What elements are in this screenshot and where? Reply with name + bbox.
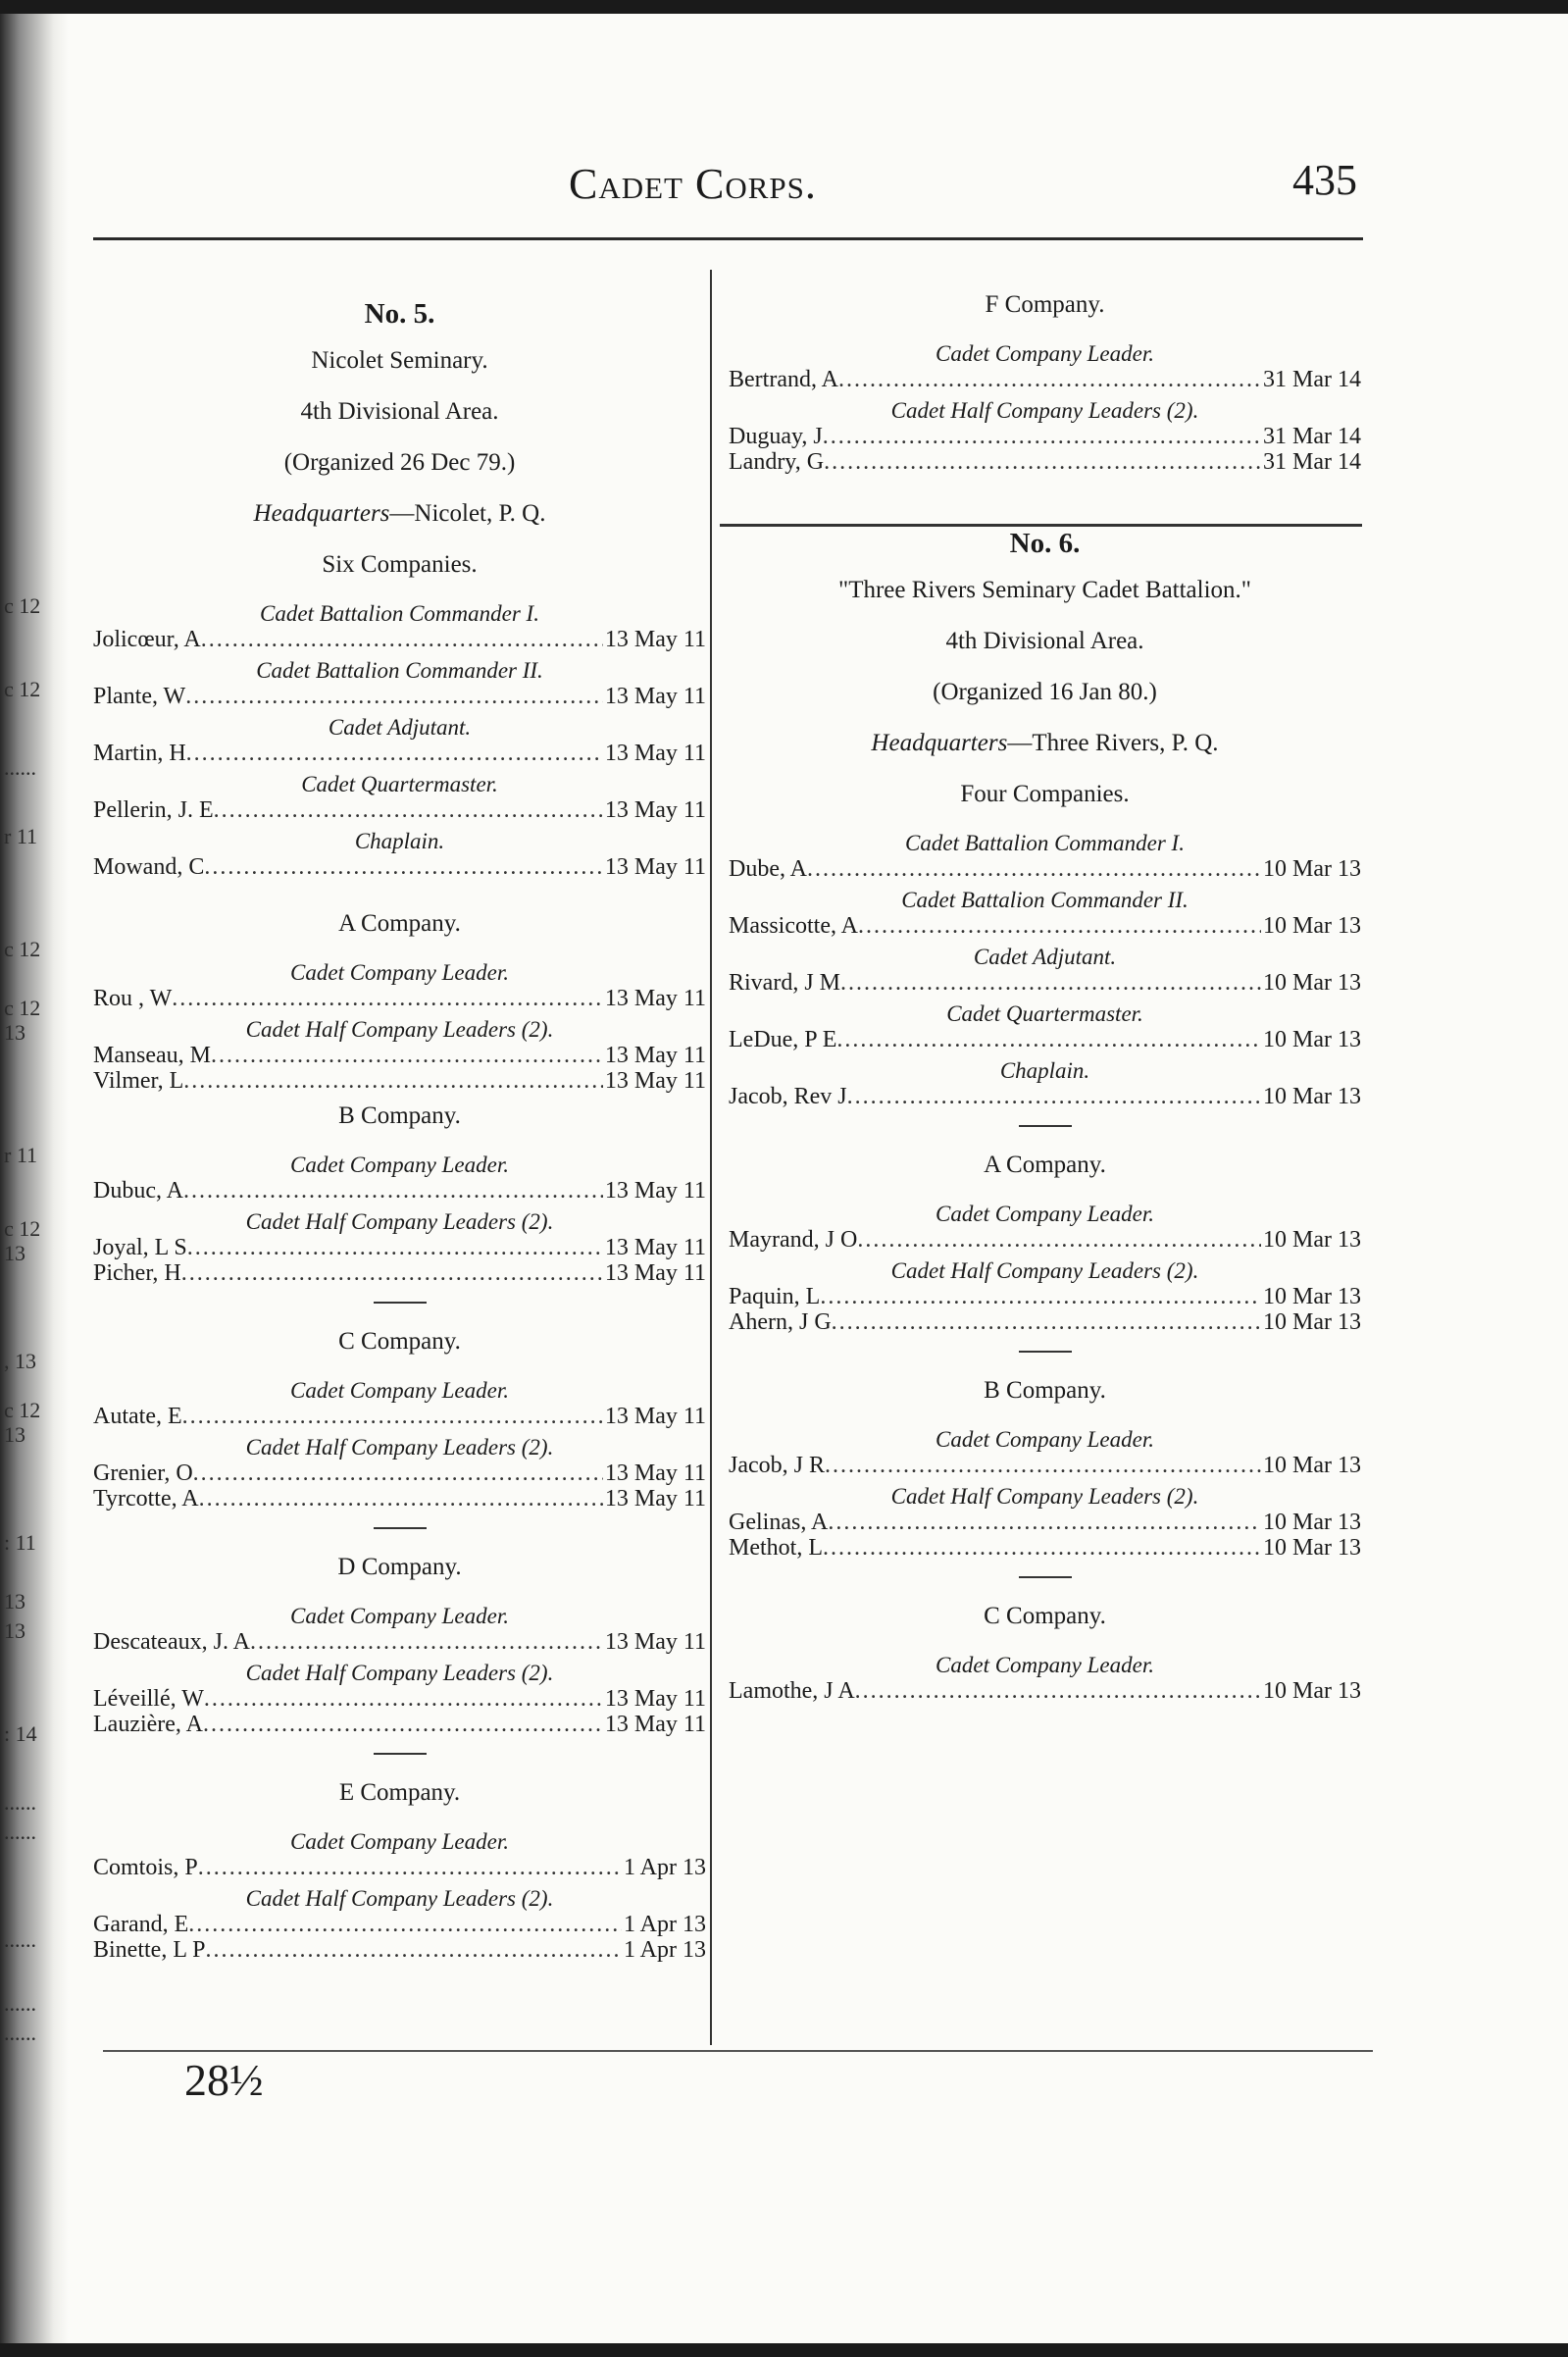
entry-date: 10 Mar 13 (1263, 1510, 1361, 1535)
entry-date: 13 May 11 (604, 1460, 706, 1486)
margin-fragment: ...... (4, 755, 36, 780)
entry-date: 13 May 11 (604, 1260, 706, 1286)
role-label: Cadet Half Company Leaders (2). (890, 1258, 1199, 1283)
margin-fragment: 13 (4, 1618, 25, 1643)
entry-name: Methot, L (729, 1535, 823, 1561)
margin-fragment: ...... (4, 1927, 36, 1952)
entry-date: 10 Mar 13 (1263, 1227, 1361, 1253)
footer-rule (103, 2050, 1373, 2052)
leader-dots (205, 1937, 622, 1963)
entry-name: Descateaux, J. A (93, 1629, 250, 1655)
company-list (729, 1151, 1361, 1578)
leader-dots (823, 1535, 1261, 1561)
company-title: F Company. (985, 291, 1105, 318)
entry-date: 13 May 11 (604, 1629, 706, 1655)
entry-date: 10 Mar 13 (1263, 1284, 1361, 1309)
leader-dots (250, 1629, 603, 1655)
roster-entry (93, 1235, 706, 1260)
role-label: Cadet Battalion Commander II. (256, 658, 543, 683)
entry-date: 13 May 11 (604, 741, 706, 766)
entry-date: 31 Mar 14 (1263, 367, 1361, 392)
entry-name: Ahern, J G (729, 1309, 832, 1335)
entry-date: 13 May 11 (604, 1404, 706, 1429)
roster-entry (93, 684, 706, 709)
margin-fragment: c 12 (4, 593, 41, 618)
leader-dots (857, 1227, 1261, 1253)
running-head: Cadet Corps. (569, 160, 817, 208)
roster-entry (93, 1043, 706, 1068)
entry-name: Mowand, C (93, 854, 205, 880)
short-rule (1019, 1351, 1072, 1353)
entry-date: 13 May 11 (604, 627, 706, 652)
roster-entry (93, 797, 706, 823)
unit-organized: (Organized 26 Dec 79.) (283, 449, 516, 476)
unit-area: 4th Divisional Area. (945, 628, 1144, 654)
column-divider (710, 270, 712, 2045)
margin-fragment: 13 (4, 1589, 25, 1614)
entry-name: Comtois, P (93, 1855, 198, 1880)
company-title: B Company. (338, 1102, 461, 1129)
signature-mark: 28½ (184, 2055, 264, 2105)
entry-name: Manseau, M (93, 1043, 211, 1068)
company-title: E Company. (338, 1779, 461, 1806)
roster-entry (729, 856, 1361, 882)
company-title: A Company. (338, 910, 461, 937)
leader-dots (181, 1260, 603, 1286)
short-rule (1019, 1125, 1072, 1127)
role-label: Cadet Battalion Commander I. (260, 601, 539, 626)
short-rule (1019, 1576, 1072, 1578)
margin-fragment: ...... (4, 2021, 36, 2045)
entry-name: Léveillé, W (93, 1686, 204, 1712)
role-label: Cadet Adjutant. (973, 945, 1117, 969)
company-title: B Company. (984, 1377, 1106, 1404)
f-company-block (729, 290, 1361, 475)
entry-name: Pellerin, J. E (93, 797, 214, 823)
entry-date: 13 May 11 (604, 1486, 706, 1512)
leader-dots (193, 1460, 603, 1486)
margin-fragment: r 11 (4, 1143, 38, 1167)
roster-entry (729, 367, 1361, 392)
entry-date: 13 May 11 (604, 854, 706, 880)
role-label: Cadet Company Leader. (936, 1653, 1154, 1677)
leader-dots (832, 1309, 1261, 1335)
leader-dots (840, 970, 1261, 996)
leader-dots (187, 1235, 603, 1260)
margin-fragment: c 12 (4, 996, 41, 1020)
short-rule (374, 1527, 427, 1529)
leader-dots (858, 913, 1261, 939)
role-label: Cadet Company Leader. (936, 1202, 1154, 1226)
leader-dots (183, 1068, 603, 1094)
margin-fragment: 13 (4, 1422, 25, 1447)
company-list (93, 880, 706, 1963)
c-company-block (729, 1602, 1361, 1704)
roster-entry (729, 1510, 1361, 1535)
leader-dots (824, 449, 1261, 475)
roster-entry (729, 1678, 1361, 1704)
leader-dots (199, 1486, 603, 1512)
roster-entry (729, 970, 1361, 996)
unit-area: 4th Divisional Area. (300, 398, 499, 425)
role-label: Cadet Quartermaster. (946, 1001, 1143, 1026)
role-label: Cadet Company Leader. (290, 1378, 509, 1403)
roster-entry (93, 627, 706, 652)
margin-fragment: 13 (4, 1020, 25, 1045)
entry-name: Rivard, J M (729, 970, 840, 996)
entry-name: Plante, W (93, 684, 186, 709)
roster-entry (93, 741, 706, 766)
entry-name: Duguay, J (729, 424, 823, 449)
entry-name: LeDue, P E (729, 1027, 837, 1052)
leader-dots (211, 1043, 603, 1068)
leader-dots (201, 627, 603, 652)
leader-dots (828, 1510, 1261, 1535)
entry-date: 13 May 11 (604, 986, 706, 1011)
entry-date: 10 Mar 13 (1263, 913, 1361, 939)
entry-name: Dubuc, A (93, 1178, 183, 1204)
entry-name: Gelinas, A (729, 1510, 829, 1535)
entry-name: Binette, L P (93, 1937, 206, 1963)
entry-date: 13 May 11 (604, 1235, 706, 1260)
entry-date: 10 Mar 13 (1263, 1027, 1361, 1052)
leader-dots (825, 1453, 1261, 1478)
roster-entry (729, 1284, 1361, 1309)
leader-dots (183, 1178, 603, 1204)
margin-fragment: ...... (4, 1790, 36, 1815)
entry-name: Paquin, L (729, 1284, 821, 1309)
entry-name: Landry, G (729, 449, 825, 475)
entry-name: Lauzière, A (93, 1712, 203, 1737)
entry-date: 13 May 11 (604, 1178, 706, 1204)
entry-name: Massicotte, A (729, 913, 858, 939)
short-rule (374, 1753, 427, 1755)
entry-name: Jolicœur, A (93, 627, 201, 652)
company-title: C Company. (338, 1328, 461, 1355)
role-label: Chaplain. (354, 829, 445, 853)
hq-value: —Nicolet, P. Q. (389, 500, 546, 527)
role-label: Cadet Company Leader. (936, 1427, 1154, 1452)
leader-dots (172, 986, 603, 1011)
roster-entry (93, 854, 706, 880)
entry-date: 10 Mar 13 (1263, 970, 1361, 996)
roster-entry (93, 1068, 706, 1094)
leader-dots (188, 1912, 622, 1937)
entry-name: Garand, E (93, 1912, 189, 1937)
right-column (729, 282, 1361, 1704)
roster-entry (729, 1084, 1361, 1109)
roster-entry (729, 913, 1361, 939)
leader-dots (847, 1084, 1261, 1109)
role-label: Cadet Half Company Leaders (2). (245, 1886, 554, 1911)
hq-label: Headquarters (253, 500, 390, 527)
entry-date: 10 Mar 13 (1263, 1535, 1361, 1561)
leader-dots (182, 1404, 603, 1429)
roster-entry (729, 424, 1361, 449)
roster-entry (729, 1535, 1361, 1561)
leader-dots (807, 856, 1261, 882)
leader-dots (185, 684, 603, 709)
leader-dots (823, 424, 1261, 449)
roster-entry (93, 1855, 706, 1880)
unit-number: No. 6. (1009, 528, 1081, 559)
entry-date: 1 Apr 13 (624, 1937, 706, 1963)
role-label: Cadet Half Company Leaders (2). (245, 1435, 554, 1460)
entry-date: 13 May 11 (604, 1068, 706, 1094)
entry-name: Dube, A (729, 856, 807, 882)
page-number: 435 (1292, 156, 1357, 204)
entry-name: Mayrand, J O (729, 1227, 858, 1253)
margin-fragment: c 12 (4, 937, 41, 961)
leader-dots (838, 367, 1261, 392)
entry-date: 31 Mar 14 (1263, 449, 1361, 475)
spacer (93, 880, 706, 901)
role-label: Cadet Adjutant. (328, 715, 472, 740)
leader-dots (203, 1712, 603, 1737)
roster-entry (729, 1227, 1361, 1253)
entry-name: Rou , W (93, 986, 173, 1011)
margin-fragment: ...... (4, 1991, 36, 2016)
roster-entry (93, 1629, 706, 1655)
roster-entry (729, 449, 1361, 475)
unit-organized: (Organized 16 Jan 80.) (933, 679, 1157, 705)
role-label: Cadet Half Company Leaders (2). (890, 1484, 1199, 1509)
entry-date: 10 Mar 13 (1263, 856, 1361, 882)
margin-fragment: 13 (4, 1241, 25, 1265)
header-rule (93, 237, 1363, 240)
entry-name: Picher, H (93, 1260, 181, 1286)
margin-fragment: c 12 (4, 1398, 41, 1422)
margin-fragment: , 13 (4, 1349, 36, 1373)
entry-name: Bertrand, A (729, 367, 838, 392)
leader-dots (204, 854, 603, 880)
leader-dots (204, 1686, 603, 1712)
unit-name: "Three Rivers Seminary Cadet Battalion." (838, 577, 1251, 603)
roster-entry (93, 1460, 706, 1486)
role-label: Cadet Half Company Leaders (2). (245, 1017, 554, 1042)
role-label: Cadet Battalion Commander II. (901, 888, 1189, 912)
roster-entry (93, 1178, 706, 1204)
entry-date: 13 May 11 (604, 1043, 706, 1068)
entry-date: 13 May 11 (604, 1712, 706, 1737)
role-label: Cadet Company Leader. (290, 960, 509, 985)
top-edge (0, 0, 1568, 14)
role-label: Cadet Half Company Leaders (2). (890, 398, 1199, 423)
role-label: Chaplain. (999, 1058, 1090, 1083)
margin-fragment: : 11 (4, 1530, 36, 1555)
unit-number: No. 5. (364, 298, 435, 330)
staff-list (93, 601, 706, 880)
entry-date: 10 Mar 13 (1263, 1678, 1361, 1704)
unit-companies: Six Companies. (322, 551, 478, 578)
role-label: Cadet Company Leader. (290, 1153, 509, 1177)
entry-date: 31 Mar 14 (1263, 424, 1361, 449)
entry-name: Martin, H (93, 741, 186, 766)
leader-dots (214, 797, 603, 823)
company-title: C Company. (984, 1603, 1106, 1629)
entry-date: 1 Apr 13 (624, 1855, 706, 1880)
entry-name: Vilmer, L (93, 1068, 184, 1094)
roster-entry (93, 1404, 706, 1429)
bottom-edge (0, 2343, 1568, 2357)
entry-date: 1 Apr 13 (624, 1912, 706, 1937)
roster-entry (93, 1937, 706, 1963)
unit-name: Nicolet Seminary. (311, 347, 488, 374)
margin-fragment: r 11 (4, 824, 38, 848)
role-label: Cadet Company Leader. (290, 1829, 509, 1854)
role-label: Cadet Half Company Leaders (2). (245, 1209, 554, 1234)
roster-entry (93, 1912, 706, 1937)
short-rule (374, 1302, 427, 1304)
leader-dots (186, 741, 603, 766)
entry-date: 10 Mar 13 (1263, 1084, 1361, 1109)
margin-fragment: c 12 (4, 677, 41, 701)
entry-date: 13 May 11 (604, 797, 706, 823)
entry-name: Tyrcotte, A (93, 1486, 199, 1512)
entry-name: Lamothe, J A (729, 1678, 855, 1704)
hq-label: Headquarters (871, 730, 1008, 756)
hq-value: —Three Rivers, P. Q. (1007, 730, 1219, 756)
margin-fragment: : 14 (4, 1721, 37, 1746)
unit-headquarters (729, 729, 1361, 758)
company-title: A Company. (984, 1152, 1106, 1178)
leader-dots (836, 1027, 1261, 1052)
entry-date: 10 Mar 13 (1263, 1309, 1361, 1335)
roster-entry (93, 1712, 706, 1737)
role-label: Cadet Half Company Leaders (2). (245, 1661, 554, 1685)
role-label: Cadet Company Leader. (290, 1604, 509, 1628)
entry-name: Joyal, L S (93, 1235, 187, 1260)
roster-entry (93, 986, 706, 1011)
margin-fragment: ...... (4, 1819, 36, 1844)
company-title: D Company. (337, 1554, 462, 1580)
roster-entry (93, 1486, 706, 1512)
roster-entry (729, 1027, 1361, 1052)
roster-entry (93, 1260, 706, 1286)
leader-dots (198, 1855, 622, 1880)
roster-entry (93, 1686, 706, 1712)
entry-name: Jacob, Rev J (729, 1084, 847, 1109)
entry-name: Autate, E (93, 1404, 182, 1429)
roster-entry (729, 1453, 1361, 1478)
role-label: Cadet Company Leader. (936, 341, 1154, 366)
entry-name: Grenier, O (93, 1460, 193, 1486)
entry-name: Jacob, J R (729, 1453, 825, 1478)
unit-companies: Four Companies. (960, 781, 1130, 807)
left-column (93, 286, 706, 1963)
roster-entry (729, 1309, 1361, 1335)
entry-date: 13 May 11 (604, 684, 706, 709)
entry-date: 10 Mar 13 (1263, 1453, 1361, 1478)
role-label: Cadet Quartermaster. (301, 772, 498, 796)
role-label: Cadet Battalion Commander I. (905, 831, 1185, 855)
unit-headquarters (93, 499, 706, 529)
entry-date: 13 May 11 (604, 1686, 706, 1712)
staff-list (729, 831, 1361, 1109)
leader-dots (855, 1678, 1261, 1704)
margin-fragment: c 12 (4, 1216, 41, 1241)
leader-dots (820, 1284, 1261, 1309)
